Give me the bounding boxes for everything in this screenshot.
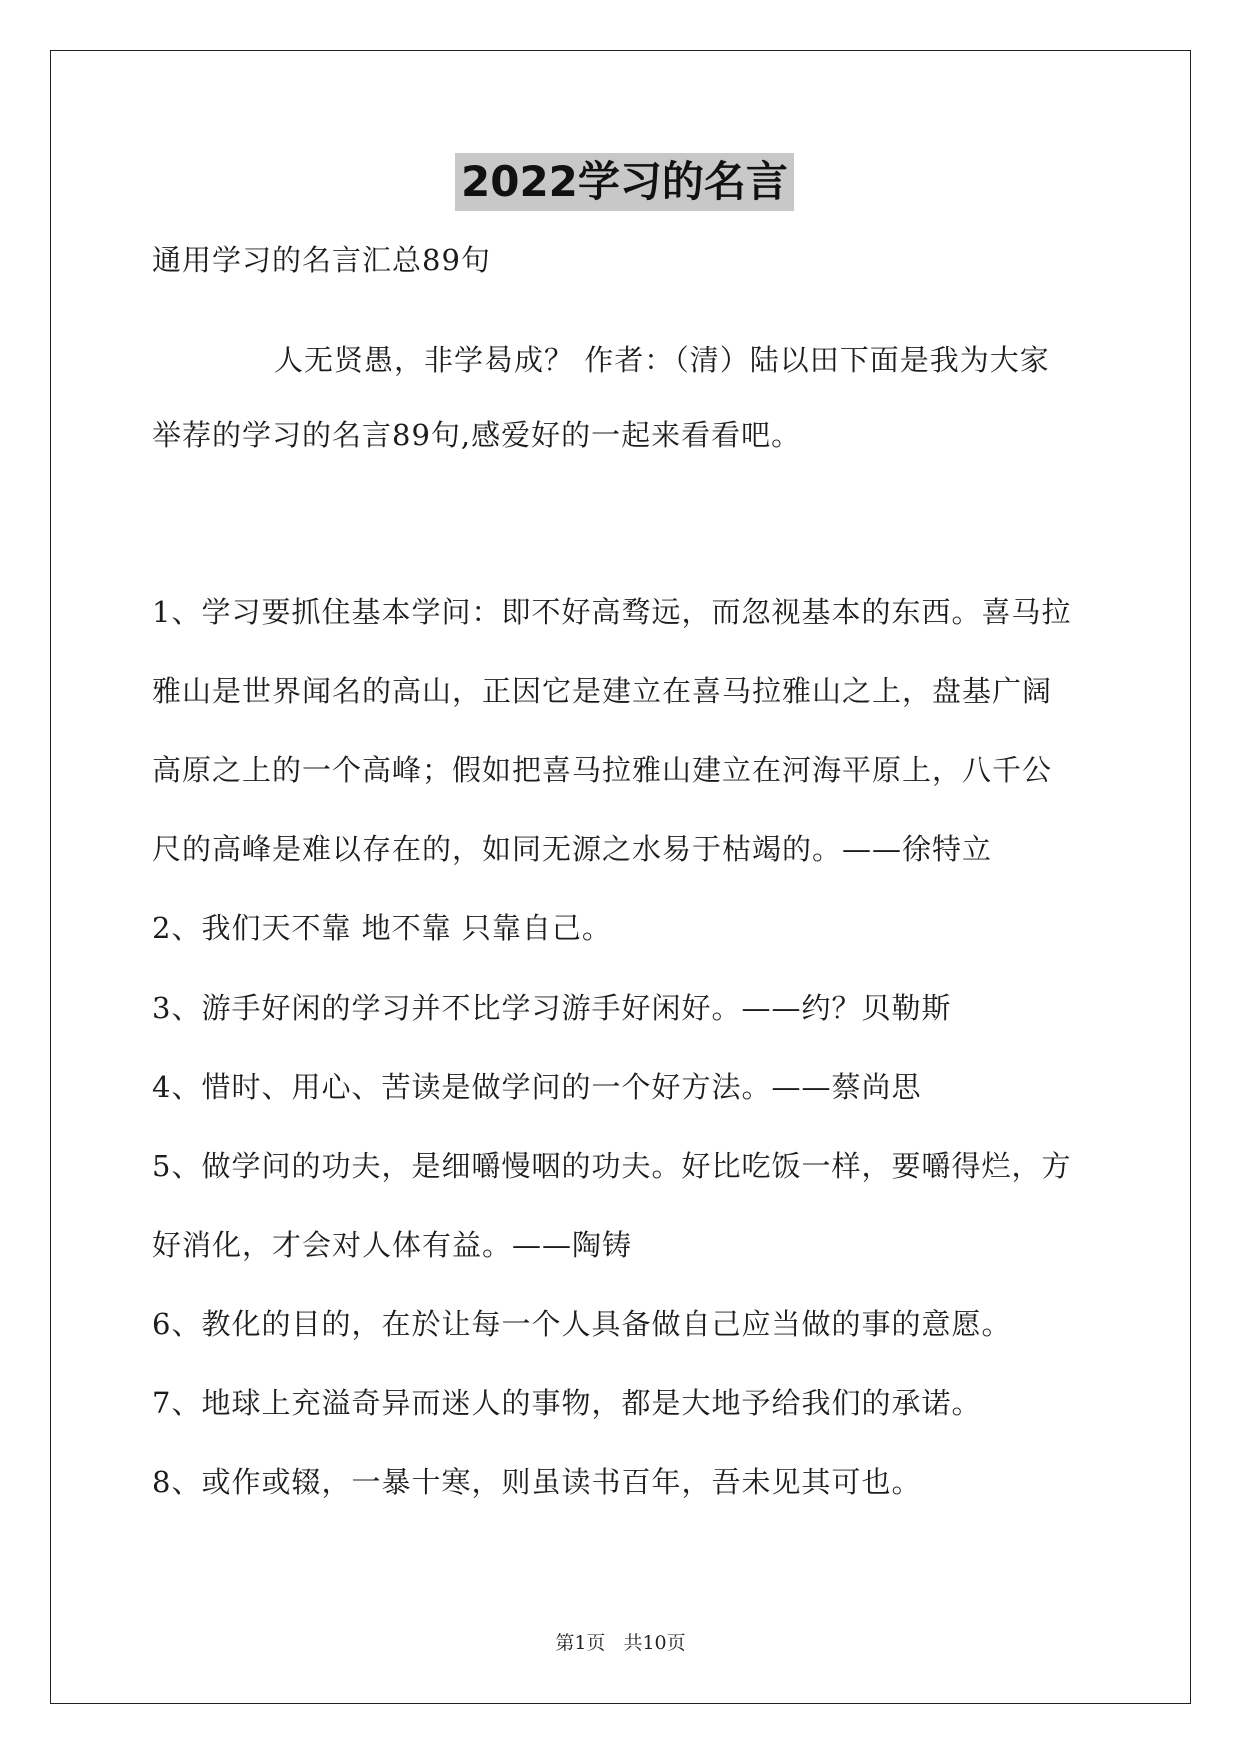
quote-line: 6、教化的目的，在於让每一个人具备做自己应当做的事的意愿。 <box>152 1307 1012 1341</box>
quote-line: 雅山是世界闻名的高山，正因它是建立在喜马拉雅山之上，盘基广阔 <box>152 674 1053 708</box>
intro-line-2: 举荐的学习的名言89句,感爱好的一起来看看吧。 <box>152 418 802 452</box>
quote-line: 7、地球上充溢奇异而迷人的事物，都是大地予给我们的承诺。 <box>152 1386 982 1420</box>
document-subtitle: 通用学习的名言汇总89句 <box>152 243 491 277</box>
quote-line: 4、惜时、用心、苦读是做学问的一个好方法。——蔡尚思 <box>152 1070 922 1104</box>
quote-line: 尺的高峰是难以存在的，如同无源之水易于枯竭的。——徐特立 <box>152 832 993 866</box>
page-border <box>50 50 1191 1704</box>
page-total: 共10页 <box>623 1632 686 1654</box>
quote-line: 3、游手好闲的学习并不比学习游手好闲好。——约？贝勒斯 <box>152 991 952 1025</box>
quote-line: 5、做学问的功夫，是细嚼慢咽的功夫。好比吃饭一样，要嚼得烂，方 <box>152 1149 1072 1183</box>
page-footer <box>0 1632 1241 1654</box>
quote-line: 高原之上的一个高峰；假如把喜马拉雅山建立在河海平原上，八千公 <box>152 753 1053 787</box>
page-number: 第1页 <box>555 1632 606 1654</box>
intro-line-1: 人无贤愚，非学曷成？ 作者：（清）陆以田下面是我为大家 <box>274 343 1050 377</box>
quote-line: 2、我们天不靠 地不靠 只靠自己。 <box>152 911 612 945</box>
quote-line: 1、学习要抓住基本学问：即不好高骛远，而忽视基本的东西。喜马拉 <box>152 595 1072 629</box>
document-title: 2022学习的名言 <box>455 153 794 211</box>
quote-line: 8、或作或辍，一暴十寒，则虽读书百年，吾未见其可也。 <box>152 1465 922 1499</box>
quote-line: 好消化，才会对人体有益。——陶铸 <box>152 1228 633 1262</box>
